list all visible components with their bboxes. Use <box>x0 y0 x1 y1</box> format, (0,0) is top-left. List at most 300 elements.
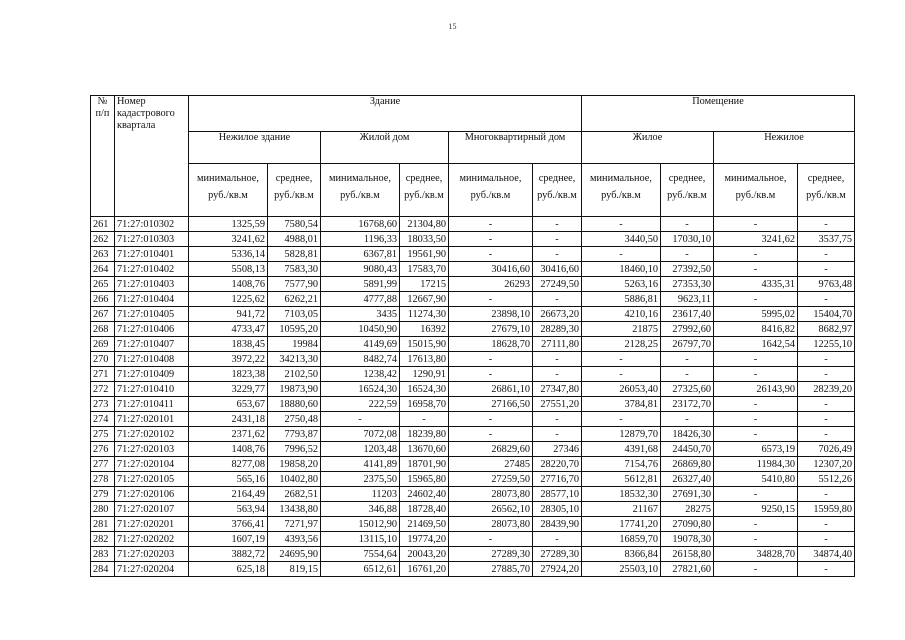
price-cell: 19078,30 <box>661 532 714 547</box>
price-cell: 24602,40 <box>400 487 449 502</box>
price-cell: 7554,64 <box>321 547 400 562</box>
price-cell: 28439,90 <box>533 517 582 532</box>
price-cell: - <box>714 217 798 232</box>
cadastral-number: 71:27:010302 <box>115 217 189 232</box>
price-cell: 27166,50 <box>449 397 533 412</box>
price-cell: 26797,70 <box>661 337 714 352</box>
header-min: минимальное, руб./кв.м <box>449 164 533 217</box>
price-cell: 563,94 <box>189 502 268 517</box>
price-cell: - <box>582 217 661 232</box>
price-cell: - <box>449 247 533 262</box>
price-cell: 5263,16 <box>582 277 661 292</box>
price-cell: 3435 <box>321 307 400 322</box>
price-cell: 1203,48 <box>321 442 400 457</box>
header-avg: среднее, руб./кв.м <box>400 164 449 217</box>
price-cell: 27111,80 <box>533 337 582 352</box>
table-row <box>91 502 855 517</box>
price-cell: 26829,60 <box>449 442 533 457</box>
price-cell: 27821,60 <box>661 562 714 577</box>
price-cell: 7154,76 <box>582 457 661 472</box>
price-cell: 26293 <box>449 277 533 292</box>
price-cell: 5995,02 <box>714 307 798 322</box>
price-cell: 19561,90 <box>400 247 449 262</box>
price-cell: 15012,90 <box>321 517 400 532</box>
header-residential: Жилое <box>582 132 714 164</box>
row-number: 273 <box>91 397 115 412</box>
table-row <box>91 562 855 577</box>
price-cell: 5410,80 <box>714 472 798 487</box>
price-cell: 9250,15 <box>714 502 798 517</box>
price-cell: 5891,99 <box>321 277 400 292</box>
row-number: 281 <box>91 517 115 532</box>
price-cell: 27679,10 <box>449 322 533 337</box>
row-number: 261 <box>91 217 115 232</box>
price-cell: - <box>714 532 798 547</box>
price-cell: 19984 <box>268 337 321 352</box>
price-cell: 25503,10 <box>582 562 661 577</box>
cadastral-number: 71:27:020204 <box>115 562 189 577</box>
price-cell: 2102,50 <box>268 367 321 382</box>
table-row <box>91 307 855 322</box>
header-house: Жилой дом <box>321 132 449 164</box>
header-avg: среднее, руб./кв.м <box>533 164 582 217</box>
price-cell: 18701,90 <box>400 457 449 472</box>
price-cell: - <box>798 247 855 262</box>
price-cell: - <box>661 367 714 382</box>
price-cell: 9623,11 <box>661 292 714 307</box>
price-cell: 28577,10 <box>533 487 582 502</box>
price-cell: 26327,40 <box>661 472 714 487</box>
price-cell: 30416,60 <box>449 262 533 277</box>
price-cell: - <box>798 262 855 277</box>
price-cell: 19873,90 <box>268 382 321 397</box>
cadastral-number: 71:27:020202 <box>115 532 189 547</box>
price-cell: - <box>582 412 661 427</box>
price-cell: 28073,80 <box>449 517 533 532</box>
price-cell: 7583,30 <box>268 262 321 277</box>
price-cell: - <box>714 487 798 502</box>
price-cell: - <box>449 427 533 442</box>
row-number: 265 <box>91 277 115 292</box>
price-cell: 16768,60 <box>321 217 400 232</box>
cadastral-number: 71:27:020203 <box>115 547 189 562</box>
table-row <box>91 247 855 262</box>
price-cell: 27885,70 <box>449 562 533 577</box>
table-row <box>91 337 855 352</box>
price-cell: - <box>798 397 855 412</box>
price-cell: 8366,84 <box>582 547 661 562</box>
price-cell: 7577,90 <box>268 277 321 292</box>
header-min: минимальное, руб./кв.м <box>582 164 661 217</box>
cadastral-number: 71:27:010406 <box>115 322 189 337</box>
price-cell: - <box>714 412 798 427</box>
table-row <box>91 367 855 382</box>
price-cell: 6573,19 <box>714 442 798 457</box>
price-cell: 21875 <box>582 322 661 337</box>
price-cell: 2164,49 <box>189 487 268 502</box>
price-cell: 3241,62 <box>714 232 798 247</box>
price-cell: 18532,30 <box>582 487 661 502</box>
price-cell: 16392 <box>400 322 449 337</box>
price-cell: 17030,10 <box>661 232 714 247</box>
price-cell: - <box>798 352 855 367</box>
price-cell: 28305,10 <box>533 502 582 517</box>
price-cell: 7103,05 <box>268 307 321 322</box>
price-cell: - <box>661 412 714 427</box>
price-cell: 1838,45 <box>189 337 268 352</box>
table-row <box>91 532 855 547</box>
price-cell: - <box>449 367 533 382</box>
price-cell: 2128,25 <box>582 337 661 352</box>
price-cell: 7072,08 <box>321 427 400 442</box>
price-cell: 28220,70 <box>533 457 582 472</box>
price-cell: 28239,20 <box>798 382 855 397</box>
price-cell: 18628,70 <box>449 337 533 352</box>
price-cell: 2431,18 <box>189 412 268 427</box>
price-cell: - <box>449 352 533 367</box>
table-row <box>91 442 855 457</box>
price-cell: 1196,33 <box>321 232 400 247</box>
price-cell: 10402,80 <box>268 472 321 487</box>
header-min: минимальное, руб./кв.м <box>321 164 400 217</box>
header-no: № п/п <box>91 96 115 217</box>
price-cell: - <box>582 247 661 262</box>
price-cell: 2682,51 <box>268 487 321 502</box>
price-cell: - <box>714 367 798 382</box>
price-cell: - <box>449 217 533 232</box>
row-number: 263 <box>91 247 115 262</box>
price-cell: 4777,88 <box>321 292 400 307</box>
table-row <box>91 322 855 337</box>
price-cell: 7580,54 <box>268 217 321 232</box>
price-cell: - <box>449 232 533 247</box>
price-cell: 18239,80 <box>400 427 449 442</box>
price-cell: 653,67 <box>189 397 268 412</box>
price-cell: 565,16 <box>189 472 268 487</box>
price-cell: 27347,80 <box>533 382 582 397</box>
price-cell: 27992,60 <box>661 322 714 337</box>
price-cell: 941,72 <box>189 307 268 322</box>
row-number: 270 <box>91 352 115 367</box>
header-min: минимальное, руб./кв.м <box>189 164 268 217</box>
price-cell: 2371,62 <box>189 427 268 442</box>
cadastral-number: 71:27:010410 <box>115 382 189 397</box>
price-cell: 21469,50 <box>400 517 449 532</box>
header-min: минимальное, руб./кв.м <box>714 164 798 217</box>
price-cell: 3229,77 <box>189 382 268 397</box>
price-cell: 4149,69 <box>321 337 400 352</box>
table-row <box>91 262 855 277</box>
price-cell: 24695,90 <box>268 547 321 562</box>
price-cell: - <box>533 367 582 382</box>
price-cell: 13438,80 <box>268 502 321 517</box>
price-cell: - <box>798 292 855 307</box>
price-cell: - <box>533 427 582 442</box>
price-cell: 3537,75 <box>798 232 855 247</box>
price-cell: 7026,49 <box>798 442 855 457</box>
price-cell: 13670,60 <box>400 442 449 457</box>
table-row <box>91 382 855 397</box>
price-cell: 12307,20 <box>798 457 855 472</box>
header-premises: Помещение <box>582 96 855 132</box>
table-row <box>91 427 855 442</box>
price-cell: - <box>449 412 533 427</box>
cadastral-number: 71:27:020106 <box>115 487 189 502</box>
price-cell: 3882,72 <box>189 547 268 562</box>
price-cell: 819,15 <box>268 562 321 577</box>
cadastral-number: 71:27:020104 <box>115 457 189 472</box>
price-cell: 1642,54 <box>714 337 798 352</box>
price-cell: - <box>714 517 798 532</box>
price-cell: 1290,91 <box>400 367 449 382</box>
price-cell: 30416,60 <box>533 262 582 277</box>
price-cell: 19858,20 <box>268 457 321 472</box>
price-cell: 8416,82 <box>714 322 798 337</box>
price-cell: - <box>714 262 798 277</box>
price-cell: - <box>449 532 533 547</box>
price-cell: 5512,26 <box>798 472 855 487</box>
price-cell: 34874,40 <box>798 547 855 562</box>
price-cell: 9763,48 <box>798 277 855 292</box>
header-apartment: Многоквартирный дом <box>449 132 582 164</box>
price-cell: 16761,20 <box>400 562 449 577</box>
price-cell: 11203 <box>321 487 400 502</box>
price-cell: 21167 <box>582 502 661 517</box>
price-cell: 34213,30 <box>268 352 321 367</box>
price-cell: 5508,13 <box>189 262 268 277</box>
price-cell: 8277,08 <box>189 457 268 472</box>
table-row <box>91 352 855 367</box>
price-cell: 346,88 <box>321 502 400 517</box>
price-cell: 26143,90 <box>714 382 798 397</box>
price-cell: 20043,20 <box>400 547 449 562</box>
price-cell: 4988,01 <box>268 232 321 247</box>
table-row <box>91 457 855 472</box>
price-cell: 11274,30 <box>400 307 449 322</box>
table-row <box>91 547 855 562</box>
price-cell: 222,59 <box>321 397 400 412</box>
price-cell: 1408,76 <box>189 442 268 457</box>
row-number: 266 <box>91 292 115 307</box>
price-cell: 26053,40 <box>582 382 661 397</box>
cadastral-number: 71:27:020101 <box>115 412 189 427</box>
row-number: 275 <box>91 427 115 442</box>
price-cell: 16524,30 <box>400 382 449 397</box>
price-cell: 28275 <box>661 502 714 517</box>
price-cell: 26158,80 <box>661 547 714 562</box>
price-cell: 16524,30 <box>321 382 400 397</box>
cadastral-number: 71:27:010404 <box>115 292 189 307</box>
price-cell: - <box>533 232 582 247</box>
cadastral-number: 71:27:010403 <box>115 277 189 292</box>
price-cell: - <box>798 217 855 232</box>
header-nonres-building: Нежилое здание <box>189 132 321 164</box>
price-cell: 27353,30 <box>661 277 714 292</box>
price-cell: 625,18 <box>189 562 268 577</box>
cadastral-number: 71:27:020103 <box>115 442 189 457</box>
price-cell: 16958,70 <box>400 397 449 412</box>
header-nonresidential: Нежилое <box>714 132 855 164</box>
cadastral-number: 71:27:020102 <box>115 427 189 442</box>
price-cell: 1238,42 <box>321 367 400 382</box>
price-cell: 17583,70 <box>400 262 449 277</box>
row-number: 276 <box>91 442 115 457</box>
price-cell: 12879,70 <box>582 427 661 442</box>
price-cell: 23172,70 <box>661 397 714 412</box>
price-cell: 2375,50 <box>321 472 400 487</box>
price-cell: 17741,20 <box>582 517 661 532</box>
price-cell: 1325,59 <box>189 217 268 232</box>
price-cell: 27551,20 <box>533 397 582 412</box>
row-number: 282 <box>91 532 115 547</box>
price-cell: 7271,97 <box>268 517 321 532</box>
price-cell: - <box>714 562 798 577</box>
price-cell: - <box>533 247 582 262</box>
cadastral-number: 71:27:020105 <box>115 472 189 487</box>
price-cell: 1225,62 <box>189 292 268 307</box>
price-cell: 16859,70 <box>582 532 661 547</box>
price-cell: - <box>798 427 855 442</box>
price-cell: 27392,50 <box>661 262 714 277</box>
price-cell: - <box>798 367 855 382</box>
price-cell: - <box>798 517 855 532</box>
price-cell: 8682,97 <box>798 322 855 337</box>
price-cell: 27259,50 <box>449 472 533 487</box>
price-cell: 9080,43 <box>321 262 400 277</box>
price-cell: 4393,56 <box>268 532 321 547</box>
cadastral-number: 71:27:010409 <box>115 367 189 382</box>
price-cell: 23617,40 <box>661 307 714 322</box>
header-avg: среднее, руб./кв.м <box>268 164 321 217</box>
price-cell: 8482,74 <box>321 352 400 367</box>
header-avg: среднее, руб./кв.м <box>661 164 714 217</box>
table-row <box>91 277 855 292</box>
cadastral-number: 71:27:020107 <box>115 502 189 517</box>
header-avg: среднее, руб./кв.м <box>798 164 855 217</box>
price-cell: 6262,21 <box>268 292 321 307</box>
price-cell: 1408,76 <box>189 277 268 292</box>
table-row <box>91 517 855 532</box>
row-number: 268 <box>91 322 115 337</box>
price-cell: - <box>714 427 798 442</box>
price-cell: 26869,80 <box>661 457 714 472</box>
price-cell: 28289,30 <box>533 322 582 337</box>
price-cell: 18033,50 <box>400 232 449 247</box>
price-cell: 28073,80 <box>449 487 533 502</box>
cadastral-number: 71:27:020201 <box>115 517 189 532</box>
price-cell: 5828,81 <box>268 247 321 262</box>
row-number: 283 <box>91 547 115 562</box>
price-cell: 24450,70 <box>661 442 714 457</box>
price-cell: - <box>321 412 400 427</box>
price-cell: 21304,80 <box>400 217 449 232</box>
price-cell: 7996,52 <box>268 442 321 457</box>
table-row <box>91 487 855 502</box>
row-number: 262 <box>91 232 115 247</box>
row-number: 267 <box>91 307 115 322</box>
price-cell: 19774,20 <box>400 532 449 547</box>
price-cell: - <box>582 352 661 367</box>
price-cell: - <box>798 412 855 427</box>
price-cell: 13115,10 <box>321 532 400 547</box>
row-number: 280 <box>91 502 115 517</box>
price-cell: 18880,60 <box>268 397 321 412</box>
price-cell: 4210,16 <box>582 307 661 322</box>
price-cell: 17613,80 <box>400 352 449 367</box>
price-cell: 3241,62 <box>189 232 268 247</box>
header-cadastral: Номер кадастрового квартала <box>115 96 189 217</box>
table-row <box>91 397 855 412</box>
page-number: 15 <box>448 22 457 31</box>
cadastral-number: 71:27:010402 <box>115 262 189 277</box>
price-cell: 10595,20 <box>268 322 321 337</box>
price-cell: 27691,30 <box>661 487 714 502</box>
price-cell: - <box>661 217 714 232</box>
price-cell: 27090,80 <box>661 517 714 532</box>
price-cell: - <box>661 352 714 367</box>
cadastral-number: 71:27:010401 <box>115 247 189 262</box>
table-row <box>91 292 855 307</box>
price-cell: 7793,87 <box>268 427 321 442</box>
price-cell: - <box>533 292 582 307</box>
row-number: 279 <box>91 487 115 502</box>
price-cell: 15959,80 <box>798 502 855 517</box>
price-cell: 3440,50 <box>582 232 661 247</box>
price-cell: - <box>582 367 661 382</box>
price-cell: - <box>798 487 855 502</box>
table-row <box>91 412 855 427</box>
price-cell: 1607,19 <box>189 532 268 547</box>
table-row <box>91 232 855 247</box>
price-cell: 18460,10 <box>582 262 661 277</box>
price-cell: 12667,90 <box>400 292 449 307</box>
price-cell: - <box>533 352 582 367</box>
row-number: 278 <box>91 472 115 487</box>
cadastral-number: 71:27:010303 <box>115 232 189 247</box>
cadastral-number: 71:27:010408 <box>115 352 189 367</box>
price-cell: 1823,38 <box>189 367 268 382</box>
row-number: 269 <box>91 337 115 352</box>
price-cell: 27289,30 <box>449 547 533 562</box>
price-cell: 4335,31 <box>714 277 798 292</box>
header-building: Здание <box>189 96 582 132</box>
price-cell: - <box>661 247 714 262</box>
row-number: 277 <box>91 457 115 472</box>
price-cell: 15404,70 <box>798 307 855 322</box>
price-cell: - <box>533 412 582 427</box>
price-cell: - <box>798 532 855 547</box>
cadastral-number: 71:27:010411 <box>115 397 189 412</box>
cadastral-number: 71:27:010407 <box>115 337 189 352</box>
price-cell: - <box>533 532 582 547</box>
price-cell: 6512,61 <box>321 562 400 577</box>
row-number: 274 <box>91 412 115 427</box>
price-cell: 27716,70 <box>533 472 582 487</box>
table-row <box>91 472 855 487</box>
price-cell: 11984,30 <box>714 457 798 472</box>
price-cell: 2750,48 <box>268 412 321 427</box>
table-row <box>91 217 855 232</box>
price-cell: 15015,90 <box>400 337 449 352</box>
price-cell: 27924,20 <box>533 562 582 577</box>
price-cell: 12255,10 <box>798 337 855 352</box>
price-cell: 17215 <box>400 277 449 292</box>
price-cell: 6367,81 <box>321 247 400 262</box>
row-number: 284 <box>91 562 115 577</box>
row-number: 264 <box>91 262 115 277</box>
price-cell: - <box>449 292 533 307</box>
price-cell: - <box>798 562 855 577</box>
